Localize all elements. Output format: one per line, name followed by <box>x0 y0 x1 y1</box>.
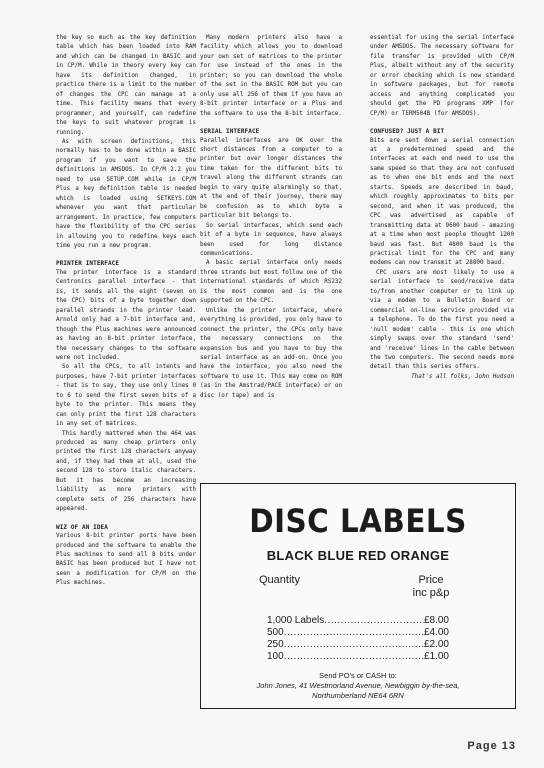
address-line-2: Northumberland NE64 6RN <box>312 691 404 700</box>
price-header-sub: inc p&p <box>412 587 450 599</box>
order-address <box>201 671 515 701</box>
price-row <box>267 615 449 626</box>
body-paragraph: Parallel interfaces are OK over the short distances from a computer to a printer but over longer distances the time taken for the different bits to travel along the different strands can begin to vary quite alarmingly so that, at the end of their journey, there may be confusion as to which byte a particular bit belongs to. <box>200 137 342 220</box>
section-heading-wiz-of-an-idea: WIZ OF AN IDEA <box>56 523 108 531</box>
body-paragraph: CPC users are most likely to use a serial interface to send/receive data to/from another computer or to link up via a modem to a Bulletin Board or commercial on-line service provided via a telephone. To do the first you need a 'null modem' cable - this is one which simply swaps over the standard 'send' and 'receive' lines in the cable between the two computers. The second needs more detail than this series offers. <box>370 269 514 371</box>
price-row <box>267 651 449 662</box>
leader-dots <box>284 627 424 638</box>
leader-dots <box>284 651 424 662</box>
leader-dots <box>284 639 424 650</box>
body-paragraph: So serial interfaces, which send each bit of a byte in sequence, have always been used for long distance communications. <box>200 222 342 257</box>
body-paragraph: As with screen definitions, this normally has to be done within a BASIC program if you want to save the definitions in AMSDOS. In CP/M 2.2 you need to use SETUP.COM while in CP/M Plus a key definition table is needed which is loaded using SETKEYS.COM whenever you want that particular arrangement. In practice, few computers have the flexibility of the CPC series in allowing you to redefine keys each time you run a new program. <box>56 138 196 249</box>
article-column-3 <box>370 34 514 472</box>
price-header-label: Price <box>418 574 444 586</box>
page-number: Page 13 <box>467 740 516 752</box>
send-instruction: Send PO's or CASH to: <box>319 671 397 680</box>
section-heading-serial-interface: SERIAL INTERFACE <box>200 128 260 136</box>
section-heading-confused: CONFUSED? JUST A BIT <box>370 128 445 136</box>
article-column-1 <box>56 34 196 734</box>
body-paragraph: So all the CPCs, to all intents and purposes, have 7-bit printer interfaces - that is to say, they use only lines 0 to 6 to send the first seven bits of a byte to the printer. This means they can only print the first 128 characters in any set of matrices. <box>56 364 196 428</box>
price-row <box>267 639 449 650</box>
quantity-header: Quantity <box>259 574 300 586</box>
body-paragraph: Bits are sent down a serial connection at a predetermined speed and the interfaces at each end need to use the same speed so that they are not confused as to when one bit ends and the next starts. Speeds are described in baud, which roughly approximates to bits per second, and when it was produced, the CPC was advertised as capable of transmitting data at 9600 baud - amazing at a time when most people thought 1200 baud was fast. But 4800 baud is the practical limit for the CPC and many modems can now transmit at 28800 baud. <box>370 137 514 267</box>
advert-title: DISC LABELS <box>249 502 467 540</box>
body-paragraph: Many modern printers also have a facility which allows you to download your own set of matrices to the printer for use instead of the ones in the printer; so you can download the whole of the set in the BASIC ROM but you can only use all 256 of them if you have an 8-bit printer interface or a Plus and the software to use the 8-bit interface. <box>200 35 342 117</box>
advert-colours: BLACK BLUE RED ORANGE <box>266 548 450 563</box>
body-paragraph: A basic serial interface only needs three strands but most follow one of the international standards of which RS232 is the most common and is the one supported on the CPC. <box>200 260 342 305</box>
row-price: £2.00 <box>423 639 449 650</box>
row-quantity: 1,000 Labels <box>267 615 325 626</box>
article-column-2 <box>200 34 342 454</box>
body-paragraph: the key so much as the key definition table which has been loaded into RAM and which can be changed in BASIC and in CP/M. While in theory every key can have its definition changed, in practice there is a limit to the number of changes the CPC can manage at a time. This facility means that every programmer, and yourself, can redefine the keys to suit whatever program is running. <box>56 35 196 136</box>
body-paragraph: Various 8-bit printer ports have been produced and the software to enable the Plus machines to send all 8 bits under BASIC has been produced but I have not seen a modification for CP/M on the Plus machines. <box>56 533 196 587</box>
address-line-1: John Jones, 41 Westmorland Avenue, Newbiggin by-the-sea, <box>256 681 460 690</box>
author-signoff: That's all folks, John Hudson <box>411 373 514 380</box>
row-price: £4.00 <box>423 627 449 638</box>
row-quantity: 500 <box>267 627 284 638</box>
row-price: £8.00 <box>423 615 449 626</box>
row-price: £1.00 <box>423 651 449 662</box>
row-quantity: 100 <box>267 651 284 662</box>
body-paragraph: This hardly mattered when the 464 was produced as many cheap printers only printed the first 128 characters anyway and, if they had them at all, used the second 128 to store italic characters. But it has become an increasing liability as more printers with complete sets of 256 characters have appeared. <box>56 430 196 513</box>
row-quantity: 250 <box>267 639 284 650</box>
section-heading-printer-interface: PRINTER INTERFACE <box>56 260 120 268</box>
body-paragraph: Unlike the printer interface, where everything is provided, you only have to connect the printer, the CPCs only have the necessary connections on the expansion bus and you have to buy the serial interface as an add-on. Once you have the interface, you also need the software to use it. This may come on ROM (as in the Amstrad/PACE interface) or on disc (or tape) and is <box>200 307 342 399</box>
body-paragraph: The printer interface is a standard Centronics parallel interface - that is, it sends all the eight (seven on the CPC) bits of a byte together down parallel strands in the printer lead. Arnold only had a 7-bit interface and, though the Plus machines were announced as having an 8-bit printer interface, the necessary changes to the software were not included. <box>56 269 196 361</box>
disc-labels-advert <box>200 483 516 709</box>
price-header <box>401 574 461 600</box>
body-paragraph: essential for using the serial interface under AMSDOS. The necessary software for file transfer is provided with CP/M Plus, albeit without any of the security or error checking which is now standard in software packages, but for remote access and anything complicated you should get the PD programs XMP (for CP/M) or TERM504B (for AMSDOS). <box>370 35 514 117</box>
price-row <box>267 627 449 638</box>
leader-dots <box>324 615 424 626</box>
